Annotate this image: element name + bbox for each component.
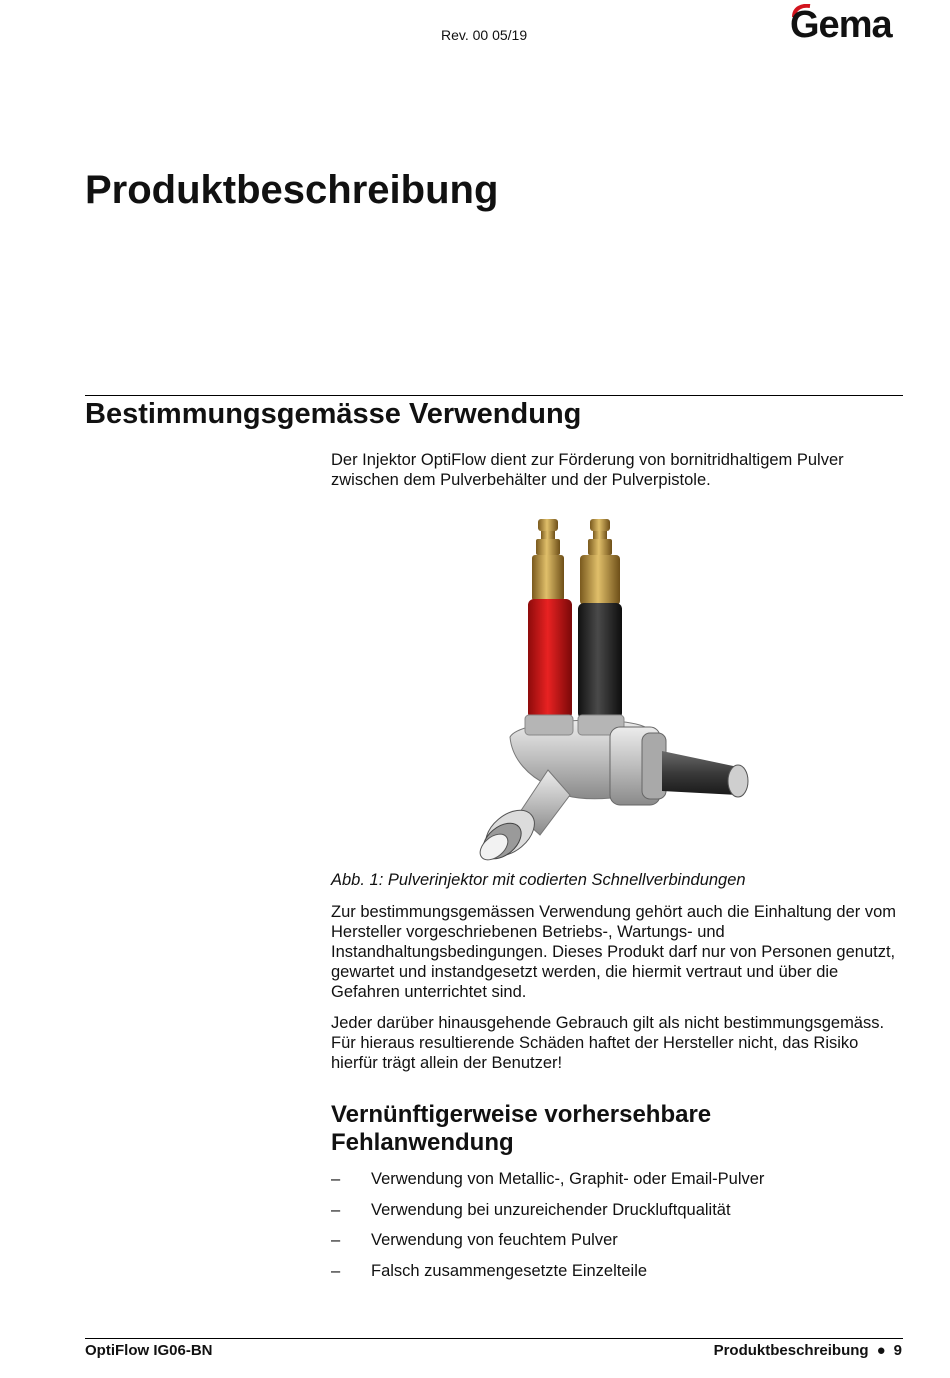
usage-paragraph: Zur bestimmungsgemässen Verwendung gehört auch die Einhaltung der vom Hersteller vorgeschriebenen Betriebs-, Wartungs- und Instandhaltungsbedingungen. Dieses Produkt darf nur von Personen genutzt, gewartet und instandgesetzt werden, die hiermit vertraut und über die Gefahren unterrichtet sind.: [331, 903, 896, 1001]
gema-logo: [790, 4, 902, 46]
section-title: Bestimmungsgemässe Verwendung: [85, 398, 582, 430]
revision-label: Rev. 00 05/19: [441, 27, 528, 43]
section-divider: [85, 395, 903, 396]
footer-page-info: [714, 1342, 902, 1359]
liability-paragraph: Jeder darüber hinausgehende Gebrauch gilt als nicht bestimmungsgemäss. Für hieraus resultierende Schäden haftet der Hersteller nicht, das Risiko hierfür trägt allein der Benutzer!: [331, 1014, 885, 1072]
footer-divider: [85, 1338, 903, 1339]
list-item: [331, 1261, 891, 1292]
intro-paragraph: Der Injektor OptiFlow dient zur Förderung von bornitridhaltigem Pulver zwischen dem Pulverbehälter und der Pulverpistole.: [331, 451, 844, 489]
list-dash: –: [331, 1200, 341, 1219]
list-item-text: Falsch zusammengesetzte Einzelteile: [371, 1261, 648, 1280]
figure-caption: Abb. 1: Pulverinjektor mit codierten Schnellverbindungen: [331, 871, 746, 889]
footer-bullet-icon: ●: [876, 1342, 886, 1359]
list-item-text: Verwendung von Metallic-, Graphit- oder Email-Pulver: [371, 1170, 765, 1188]
list-dash: –: [331, 1231, 341, 1249]
footer-product: OptiFlow IG06-BN: [85, 1342, 213, 1359]
list-item-text: Verwendung von feuchtem Pulver: [371, 1231, 618, 1249]
list-item-text: Verwendung bei unzureichender Druckluftqualität: [371, 1200, 731, 1219]
subsection-title: Vernünftigerweise vorhersehbare Fehlanwendung: [331, 1101, 712, 1156]
logo-wordmark: Gema: [790, 4, 892, 46]
list-item: [331, 1230, 891, 1261]
powder-injector-illustration-icon: [470, 515, 760, 865]
list-dash: –: [331, 1170, 341, 1188]
footer-chapter: Produktbeschreibung: [713, 1342, 869, 1359]
list-dash: –: [331, 1261, 341, 1280]
list-item: [331, 1169, 891, 1200]
page-title: Produktbeschreibung: [85, 168, 499, 212]
misuse-list: [331, 1169, 891, 1291]
list-item: [331, 1200, 891, 1231]
page-number: 9: [893, 1342, 902, 1359]
